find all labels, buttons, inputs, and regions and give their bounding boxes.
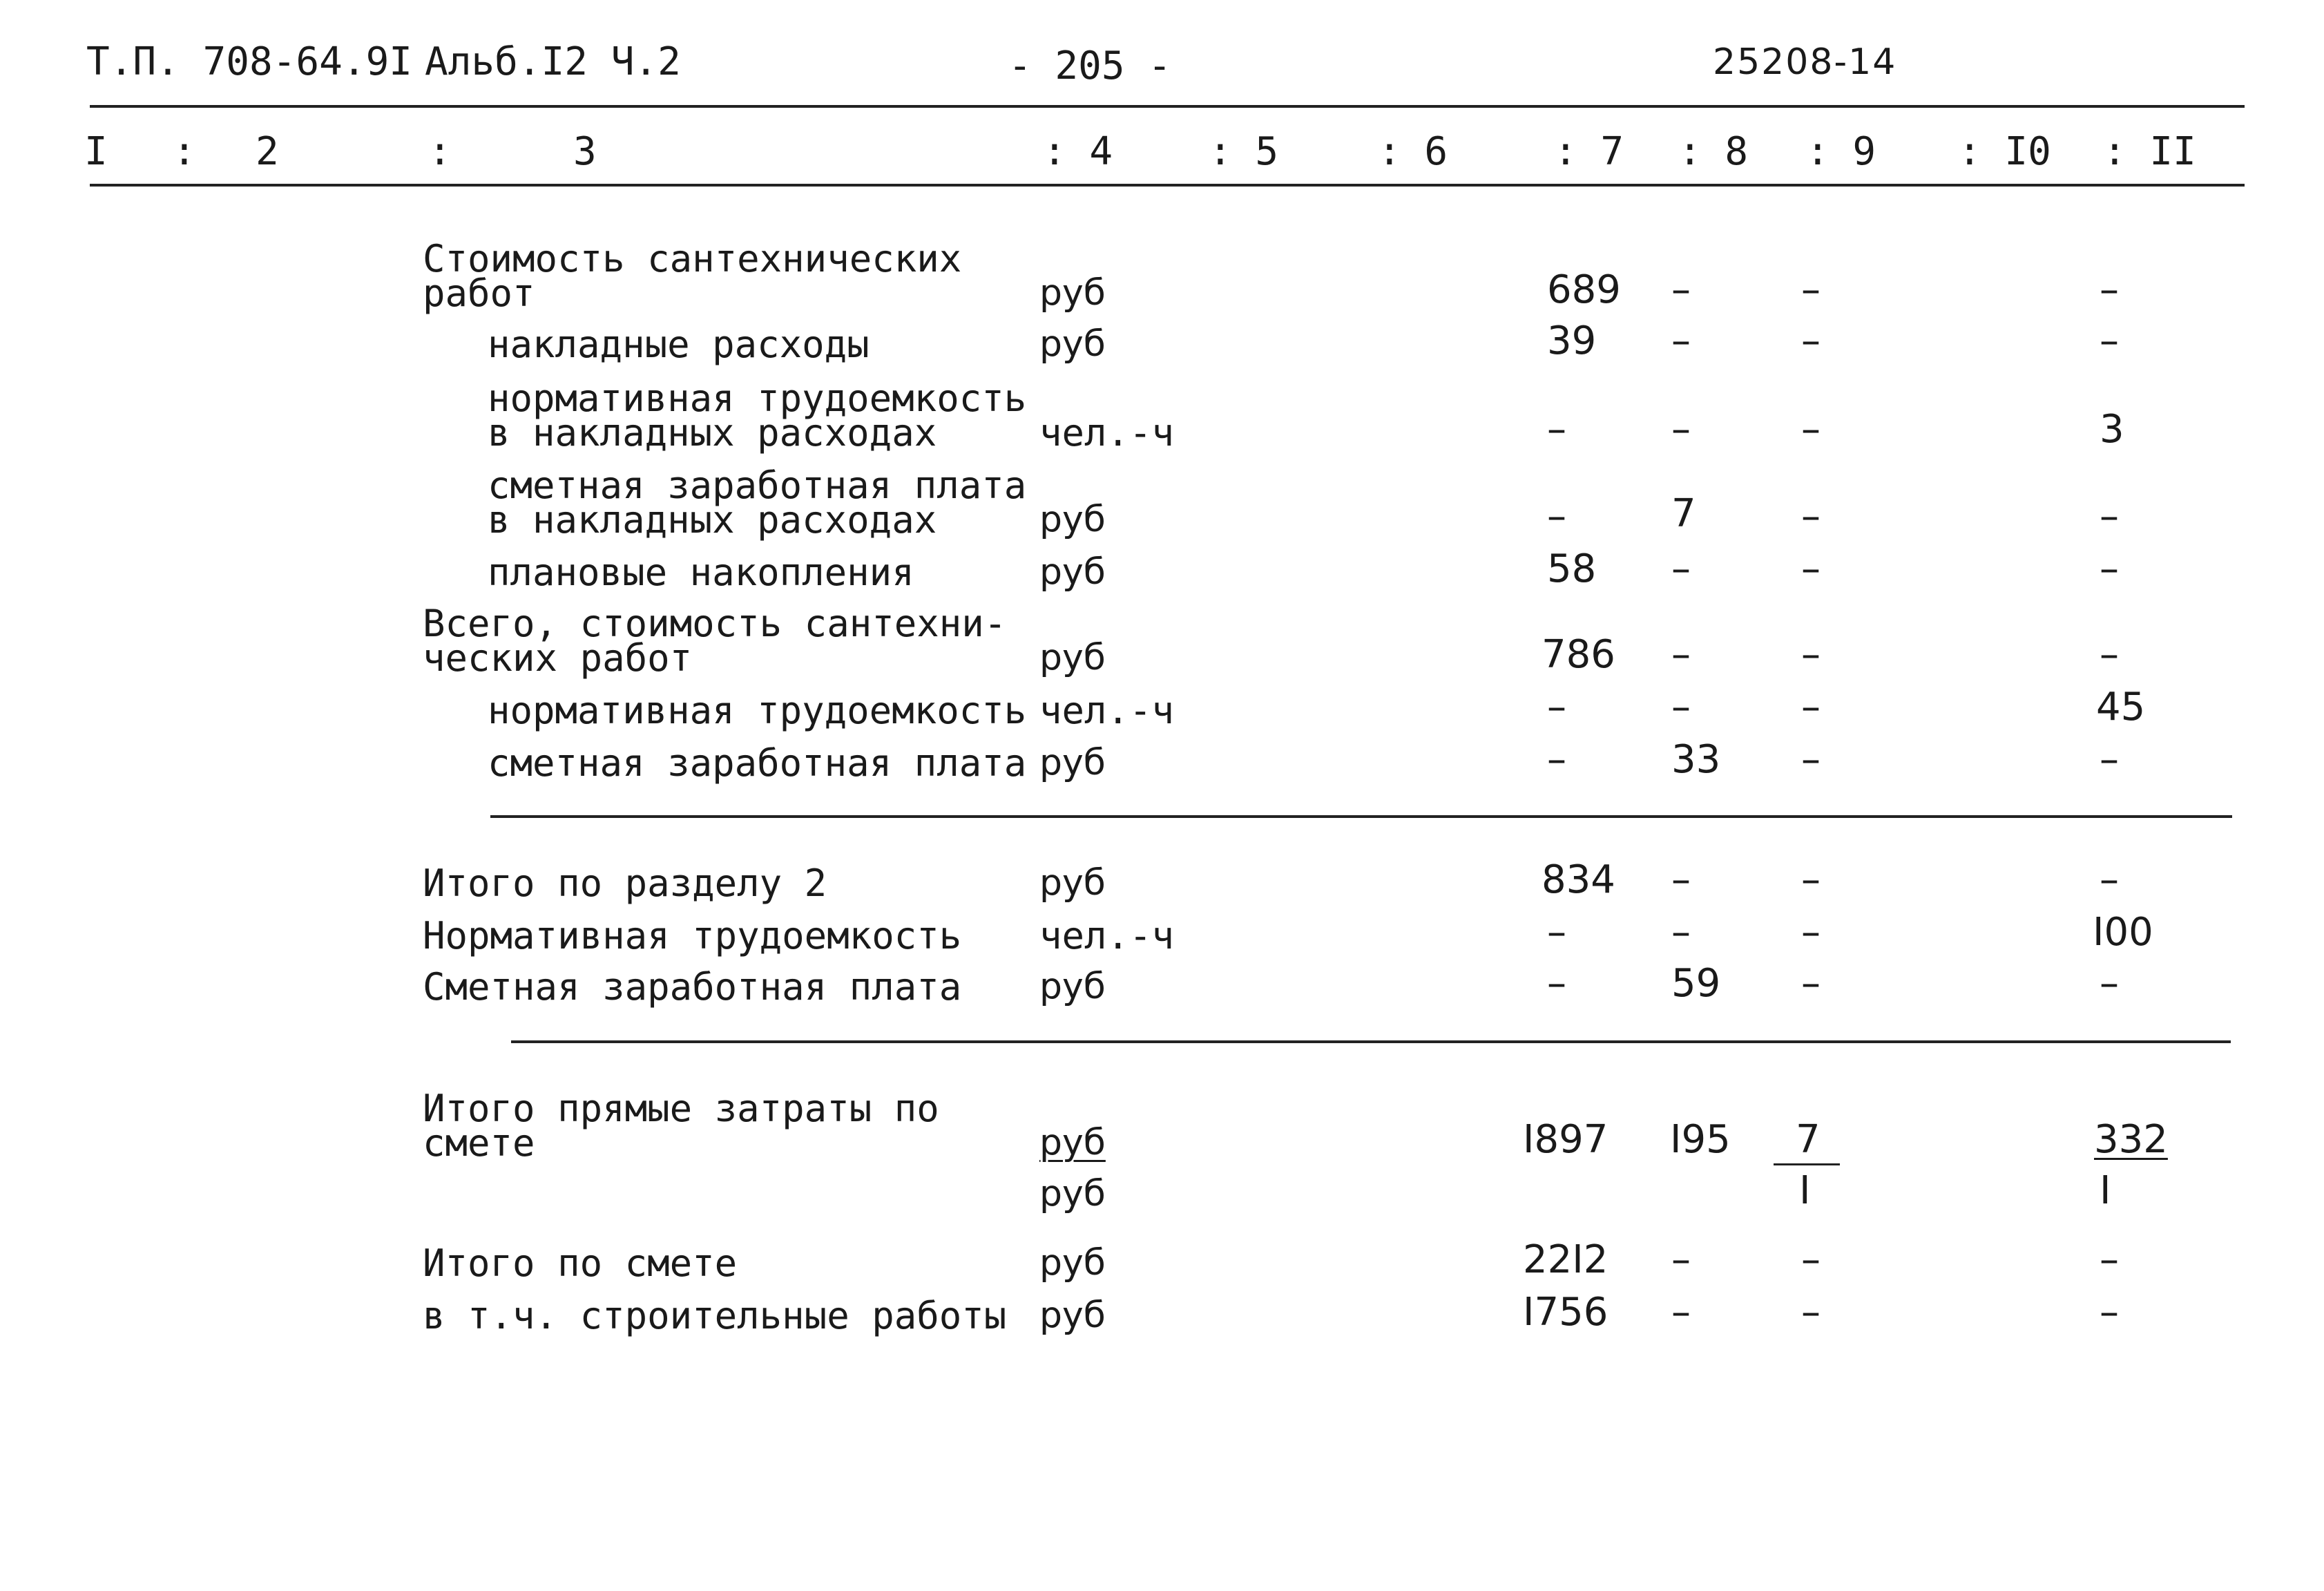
row-unit: руб <box>1039 323 1106 365</box>
row-unit: руб <box>1039 1295 1106 1336</box>
row-value-c8: – <box>1671 685 1691 730</box>
row-value-c11: – <box>2100 1290 2119 1335</box>
row-value-c8: – <box>1671 1237 1691 1282</box>
row-value-c11: – <box>2100 632 2119 677</box>
row-label-line: в накладных расходах <box>488 498 937 542</box>
col-sep-1: : <box>173 129 196 174</box>
col-11: : II <box>2103 129 2196 174</box>
row-unit: руб <box>1039 742 1106 783</box>
row-value-c7: – <box>1547 961 1566 1006</box>
row-value-c8: – <box>1671 546 1691 591</box>
row-value-c9: – <box>1801 632 1821 677</box>
row-label-line: Сметная заработная плата <box>423 965 962 1009</box>
row-value-c7: 39 <box>1547 318 1597 363</box>
row-value-c9: – <box>1801 857 1821 902</box>
row-value-c9: – <box>1801 1237 1821 1282</box>
row-label-line: нормативная трудоемкость <box>488 377 1027 420</box>
row-label-line: в накладных расходах <box>488 411 937 455</box>
row-value-c7: – <box>1547 737 1566 782</box>
row-label-line: плановые накопления <box>488 551 914 594</box>
row-value-c9: I <box>1799 1168 1811 1213</box>
col-7: : 7 <box>1554 129 1624 174</box>
row-value-c7: I756 <box>1523 1290 1608 1335</box>
col-4: : 4 <box>1043 129 1113 174</box>
row-value-c8: 7 <box>1671 491 1696 536</box>
row-unit: руб <box>1039 966 1106 1007</box>
row-value-c7: 22I2 <box>1523 1237 1608 1282</box>
row-value-c11: 45 <box>2096 685 2146 730</box>
row-value-c9: – <box>1801 546 1821 591</box>
row-label-line: Нормативная трудоемкость <box>423 914 962 958</box>
sheet-code: 25208-14 <box>1713 41 1897 83</box>
col-9: : 9 <box>1806 129 1876 174</box>
col-3: 3 <box>573 129 597 174</box>
row-value-c8: – <box>1671 910 1691 955</box>
page-number: - 205 - <box>1008 44 1172 88</box>
row-unit: руб <box>1039 272 1106 314</box>
row-value-c9: 7 <box>1796 1117 1821 1162</box>
row-label-line: в т.ч. строительные работы <box>423 1294 1007 1337</box>
row-label-line: Итого по смете <box>423 1241 738 1285</box>
row-label-line: накладные расходы <box>488 323 870 366</box>
row-value-c8: – <box>1671 857 1691 902</box>
header-top-rule <box>90 105 2245 108</box>
row-value-c9: – <box>1801 685 1821 730</box>
row-value-c7: I897 <box>1523 1117 1608 1162</box>
col-sep-2: : <box>428 129 452 174</box>
row-value-c7: 689 <box>1547 267 1621 312</box>
col-2: 2 <box>256 129 279 174</box>
row-value-c9: – <box>1801 318 1821 363</box>
row-unit: руб <box>1039 1242 1106 1284</box>
header-bottom-rule <box>90 184 2245 187</box>
row-value-c11: – <box>2100 318 2119 363</box>
row-value-c7: 834 <box>1542 857 1615 902</box>
row-label-line: Стоимость сантехнических <box>423 237 962 280</box>
fraction-bar-c9 <box>1774 1163 1840 1165</box>
row-label-line: нормативная трудоемкость <box>488 689 1027 732</box>
row-value-c7: – <box>1547 685 1566 730</box>
row-value-c9: – <box>1801 494 1821 539</box>
section-divider <box>490 815 2232 818</box>
row-label-line: сметная заработная плата <box>488 464 1027 507</box>
row-value-c11: – <box>2100 857 2119 902</box>
row-unit: чел.-ч <box>1039 411 1175 455</box>
row-unit: руб <box>1039 862 1106 904</box>
col-8: : 8 <box>1678 129 1749 174</box>
row-value-c9: – <box>1801 1290 1821 1335</box>
row-value-c7: – <box>1547 910 1566 955</box>
col-10: : I0 <box>1958 129 2051 174</box>
album-label: Альб.I2 Ч.2 <box>425 39 681 84</box>
row-value-c8: 59 <box>1671 961 1721 1006</box>
row-unit: руб <box>1039 499 1106 540</box>
row-value-c9: – <box>1801 961 1821 1006</box>
row-label-line: смете <box>423 1121 535 1165</box>
doc-code: Т.П. 708-64.9I <box>86 39 413 84</box>
row-unit: руб <box>1039 551 1106 593</box>
row-value-c7: 58 <box>1547 546 1597 591</box>
row-value-c11: 332 <box>2094 1117 2168 1162</box>
row-value-c8: – <box>1671 1290 1691 1335</box>
col-1: I <box>84 129 108 174</box>
row-value-c11: – <box>2100 1237 2119 1282</box>
row-label-line: работ <box>423 271 535 315</box>
row-unit: чел.-ч <box>1039 914 1175 958</box>
row-value-c11: – <box>2100 961 2119 1006</box>
row-value-c9: – <box>1801 267 1821 312</box>
section-divider <box>511 1040 2231 1043</box>
row-value-c11: – <box>2100 494 2119 539</box>
row-label-line: Всего, стоимость сантехни- <box>423 602 1007 645</box>
row-value-c11: I00 <box>2093 910 2153 955</box>
row-value-c8: – <box>1671 407 1691 452</box>
row-value-c8: – <box>1671 318 1691 363</box>
row-value-c11: – <box>2100 267 2119 312</box>
row-value-c9: – <box>1801 737 1821 782</box>
col-6: : 6 <box>1378 129 1448 174</box>
row-unit: руб <box>1039 1173 1106 1214</box>
row-value-c9: – <box>1801 910 1821 955</box>
row-value-c11: 3 <box>2100 407 2124 452</box>
row-value-c7: 786 <box>1542 632 1615 677</box>
row-value-c11: – <box>2100 546 2119 591</box>
row-value-c7: – <box>1547 494 1566 539</box>
row-label-line: ческих работ <box>423 636 693 680</box>
row-label-line: Итого прямые затраты по <box>423 1087 939 1130</box>
row-value-c9: – <box>1801 407 1821 452</box>
row-value-c8: – <box>1671 267 1691 312</box>
row-label-line: Итого по разделу 2 <box>423 861 827 905</box>
row-label-line: сметная заработная плата <box>488 741 1027 785</box>
col-5: : 5 <box>1209 129 1279 174</box>
row-unit: чел.-ч <box>1039 689 1175 732</box>
row-value-c11: I <box>2100 1168 2111 1213</box>
row-value-c8: – <box>1671 632 1691 677</box>
row-unit: руб <box>1039 637 1106 678</box>
row-value-c7: – <box>1547 407 1566 452</box>
row-unit: руб <box>1039 1122 1106 1163</box>
row-value-c11: – <box>2100 737 2119 782</box>
row-value-c8: 33 <box>1671 737 1721 782</box>
row-value-c8: I95 <box>1670 1117 1731 1162</box>
